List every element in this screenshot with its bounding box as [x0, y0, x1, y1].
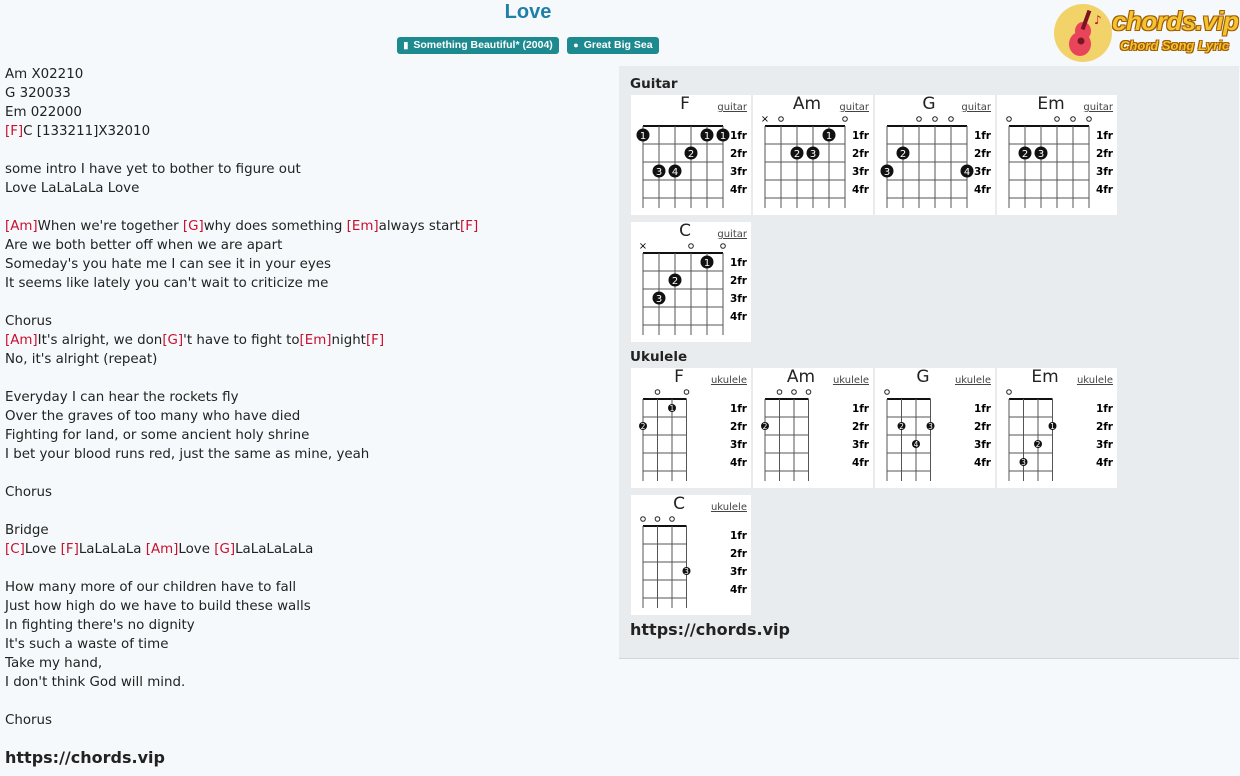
- svg-text:1fr: 1fr: [973, 130, 991, 142]
- lyric-text: Over the graves of too many who have died: [5, 409, 301, 424]
- guitar-chord-em[interactable]: [997, 95, 1117, 215]
- svg-text:3fr: 3fr: [973, 166, 991, 178]
- svg-text:3: 3: [809, 148, 817, 160]
- svg-text:4fr: 4fr: [973, 457, 991, 469]
- instrument-link[interactable]: guitar: [961, 102, 991, 113]
- svg-text:2: 2: [1021, 148, 1029, 160]
- lyric-line: [5, 160, 605, 179]
- finger-dot: [653, 292, 666, 305]
- lyric-text: Everyday I can hear the rockets fly: [5, 390, 239, 405]
- lyric-line: [5, 236, 605, 255]
- svg-text:1fr: 1fr: [1095, 403, 1113, 415]
- chord-marker[interactable]: [Am]: [5, 219, 38, 234]
- finger-dot: [791, 147, 804, 160]
- instrument-link[interactable]: guitar: [717, 102, 747, 113]
- finger-dot: [653, 165, 666, 178]
- svg-text:3fr: 3fr: [973, 439, 991, 451]
- logo-subtext: Chord Song Lyric: [1120, 38, 1230, 53]
- svg-text:2fr: 2fr: [851, 148, 869, 160]
- lyric-line: [5, 445, 605, 464]
- lyric-line: [5, 255, 605, 274]
- lyric-line: [5, 293, 605, 312]
- lyric-text: Just how high do we have to build these walls: [5, 599, 311, 614]
- panel-url[interactable]: https://chords.vip: [630, 620, 790, 639]
- finger-dot: [961, 165, 974, 178]
- ukulele-chord-c[interactable]: [631, 495, 751, 615]
- svg-text:1fr: 1fr: [729, 530, 747, 542]
- svg-text:2fr: 2fr: [729, 548, 747, 560]
- finger-dot: [912, 440, 920, 449]
- ukulele-icon: [1054, 4, 1112, 62]
- person-icon: ●: [573, 40, 579, 50]
- lyric-text: Love: [178, 542, 215, 557]
- svg-text:1fr: 1fr: [1095, 130, 1113, 142]
- svg-text:×: ×: [760, 114, 770, 125]
- svg-text:3fr: 3fr: [851, 439, 869, 451]
- lyric-line: [5, 369, 605, 388]
- chord-name: Em: [1031, 367, 1059, 387]
- svg-text:1: 1: [1050, 421, 1055, 431]
- svg-text:1fr: 1fr: [851, 130, 869, 142]
- instrument-link[interactable]: ukulele: [832, 375, 869, 386]
- chord-marker[interactable]: [G]: [182, 219, 204, 234]
- lyric-text: C [133211]X32010: [23, 124, 151, 139]
- lyric-line: [5, 350, 605, 369]
- finger-dot: [1019, 147, 1032, 160]
- svg-text:3fr: 3fr: [729, 293, 747, 305]
- guitar-chord-am[interactable]: [753, 95, 873, 215]
- lyric-text: It's alright, we don: [37, 333, 163, 348]
- svg-text:3: 3: [928, 421, 933, 431]
- lyric-line: [5, 616, 605, 635]
- instrument-link[interactable]: ukulele: [710, 502, 747, 513]
- chord-marker[interactable]: [C]: [5, 542, 25, 557]
- svg-text:♪: ♪: [1094, 13, 1102, 27]
- chord-marker[interactable]: [F]: [365, 333, 385, 348]
- chord-marker[interactable]: [F]: [60, 542, 79, 557]
- album-badge[interactable]: [397, 37, 558, 54]
- lyric-text: why does something: [203, 219, 347, 234]
- finger-dot: [761, 422, 769, 431]
- instrument-link[interactable]: ukulele: [1076, 375, 1113, 386]
- finger-dot: [669, 274, 682, 287]
- ukulele-chord-g[interactable]: [875, 368, 995, 488]
- svg-text:1fr: 1fr: [729, 130, 747, 142]
- lyric-line: [5, 559, 605, 578]
- svg-text:2fr: 2fr: [973, 148, 991, 160]
- guitar-chord-c[interactable]: [631, 222, 751, 342]
- svg-text:2: 2: [687, 148, 695, 160]
- chord-name: C: [679, 221, 691, 241]
- lyrics-body: [5, 65, 605, 730]
- svg-text:1: 1: [825, 130, 833, 142]
- svg-text:4fr: 4fr: [1095, 184, 1113, 196]
- lyric-line: [5, 141, 605, 160]
- lyric-line: [5, 692, 605, 711]
- lyric-line: [5, 312, 605, 331]
- svg-text:2: 2: [793, 148, 801, 160]
- svg-text:1: 1: [639, 130, 647, 142]
- svg-text:3fr: 3fr: [1095, 439, 1113, 451]
- lyric-line: [5, 597, 605, 616]
- guitar-section-title: Guitar: [630, 76, 678, 92]
- lyric-text: How many more of our children have to fall: [5, 580, 297, 595]
- svg-text:×: ×: [638, 241, 648, 252]
- lyric-line: [5, 407, 605, 426]
- finger-dot: [668, 404, 676, 413]
- song-title: Love: [504, 1, 552, 23]
- artist-badge[interactable]: [567, 37, 658, 54]
- svg-text:2fr: 2fr: [729, 148, 747, 160]
- lyric-text: In fighting there's no dignity: [5, 618, 195, 633]
- lyric-line: [5, 635, 605, 654]
- svg-text:2fr: 2fr: [1095, 421, 1113, 433]
- svg-text:4: 4: [963, 166, 971, 178]
- chord-name: Em: [1037, 94, 1065, 114]
- lyric-line: [5, 464, 605, 483]
- svg-text:3: 3: [883, 166, 891, 178]
- svg-text:4fr: 4fr: [851, 184, 869, 196]
- lyric-text: Take my hand,: [5, 656, 103, 671]
- instrument-link[interactable]: ukulele: [954, 375, 991, 386]
- chord-marker[interactable]: [Am]: [5, 333, 38, 348]
- finger-dot: [1049, 422, 1057, 431]
- svg-text:3: 3: [1037, 148, 1045, 160]
- finger-dot: [639, 422, 647, 431]
- svg-text:4: 4: [671, 166, 679, 178]
- chord-marker[interactable]: [Em]: [299, 333, 332, 348]
- svg-text:3fr: 3fr: [729, 166, 747, 178]
- lyric-line: [5, 502, 605, 521]
- svg-text:1fr: 1fr: [973, 403, 991, 415]
- finger-dot: [683, 567, 691, 576]
- svg-text:2fr: 2fr: [1095, 148, 1113, 160]
- svg-text:4fr: 4fr: [729, 584, 747, 596]
- svg-text:4fr: 4fr: [729, 457, 747, 469]
- lyric-text: Em 022000: [5, 105, 82, 120]
- chord-name: G: [916, 367, 930, 387]
- lyric-text: I don't think God will mind.: [5, 675, 186, 690]
- svg-text:4fr: 4fr: [729, 184, 747, 196]
- svg-text:2fr: 2fr: [729, 421, 747, 433]
- instrument-link[interactable]: ukulele: [710, 375, 747, 386]
- finger-dot: [701, 129, 714, 142]
- svg-text:1fr: 1fr: [729, 257, 747, 269]
- svg-text:4: 4: [913, 439, 919, 449]
- lyric-text: some intro I have yet to bother to figure out: [5, 162, 301, 177]
- finger-dot: [823, 129, 836, 142]
- ukulele-section-title: Ukulele: [630, 349, 688, 365]
- lyric-line: [5, 103, 605, 122]
- book-icon: ▮: [403, 40, 409, 50]
- finger-dot: [1020, 458, 1028, 467]
- chord-name: F: [674, 367, 684, 387]
- chord-marker[interactable]: [F]: [5, 124, 24, 139]
- finger-dot: [807, 147, 820, 160]
- lyric-line: [5, 331, 605, 350]
- lyric-text: No, it's alright (repeat): [5, 352, 158, 367]
- lyric-text: Bridge: [5, 523, 49, 538]
- lyric-text: Love LaLaLaLa Love: [5, 181, 140, 196]
- guitar-chord-f[interactable]: [631, 95, 751, 215]
- svg-text:2: 2: [899, 421, 904, 431]
- lyric-line: [5, 388, 605, 407]
- svg-text:1: 1: [719, 130, 727, 142]
- svg-text:3: 3: [655, 166, 663, 178]
- finger-dot: [927, 422, 935, 431]
- lyric-text: Am X02210: [5, 67, 84, 82]
- lyric-text: 't have to fight to: [183, 333, 300, 348]
- lyric-line: [5, 673, 605, 692]
- svg-text:3fr: 3fr: [851, 166, 869, 178]
- ukulele-chord-am[interactable]: [753, 368, 873, 488]
- chord-marker[interactable]: [Em]: [346, 219, 379, 234]
- svg-text:3: 3: [684, 566, 689, 576]
- logo-text: chords.vip: [1112, 6, 1239, 36]
- lyric-line: [5, 426, 605, 445]
- lyric-text: always start: [378, 219, 461, 234]
- finger-dot: [669, 165, 682, 178]
- lyric-line: [5, 217, 605, 236]
- lyric-line: [5, 198, 605, 217]
- lyric-text: I bet your blood runs red, just the same as mine, yeah: [5, 447, 370, 462]
- svg-text:1: 1: [703, 130, 711, 142]
- svg-text:4fr: 4fr: [973, 184, 991, 196]
- svg-text:1fr: 1fr: [729, 403, 747, 415]
- svg-text:3fr: 3fr: [1095, 166, 1113, 178]
- svg-text:2: 2: [640, 421, 646, 431]
- lyric-line: [5, 122, 605, 141]
- ukulele-chord-f[interactable]: [631, 368, 751, 488]
- lyric-line: [5, 274, 605, 293]
- instrument-link[interactable]: guitar: [717, 229, 747, 240]
- chord-name: Am: [786, 367, 816, 387]
- svg-text:1: 1: [703, 257, 711, 269]
- svg-text:2: 2: [1035, 439, 1041, 449]
- lyric-text: Fighting for land, or some ancient holy shrine: [5, 428, 310, 443]
- lyric-line: [5, 578, 605, 597]
- svg-text:1: 1: [669, 403, 675, 413]
- instrument-link[interactable]: guitar: [1083, 102, 1113, 113]
- instrument-link[interactable]: guitar: [839, 102, 869, 113]
- lyric-text: When we're together: [37, 219, 183, 234]
- chord-marker[interactable]: [Am]: [145, 542, 179, 557]
- svg-text:3: 3: [655, 293, 663, 305]
- finger-dot: [717, 129, 730, 142]
- lyric-line: [5, 483, 605, 502]
- lyric-text: LaLaLaLaLa: [235, 542, 314, 557]
- lyric-line: [5, 711, 605, 730]
- finger-dot: [685, 147, 698, 160]
- svg-text:4fr: 4fr: [729, 311, 747, 323]
- svg-text:1fr: 1fr: [851, 403, 869, 415]
- chord-diagrams-panel: [619, 66, 1239, 659]
- footer-url[interactable]: https://chords.vip: [5, 748, 165, 767]
- svg-text:2fr: 2fr: [973, 421, 991, 433]
- finger-dot: [701, 256, 714, 269]
- lyric-text: It seems like lately you can't wait to criticize me: [5, 276, 329, 291]
- song-badges: [0, 35, 1056, 54]
- finger-dot: [637, 129, 650, 142]
- chord-name: C: [673, 494, 685, 514]
- lyric-text: Chorus: [5, 314, 52, 329]
- lyric-text: Someday's you hate me I can see it in your eyes: [5, 257, 332, 272]
- svg-text:2: 2: [671, 275, 679, 287]
- guitar-chord-g[interactable]: [875, 95, 995, 215]
- finger-dot: [1035, 147, 1048, 160]
- svg-text:2: 2: [762, 421, 768, 431]
- album-badge-label: Something Beautiful* (2004): [413, 39, 553, 51]
- lyric-line: [5, 521, 605, 540]
- ukulele-chord-em[interactable]: [997, 368, 1117, 488]
- lyric-text: G 320033: [5, 86, 71, 101]
- finger-dot: [897, 147, 910, 160]
- lyric-text: night: [331, 333, 366, 348]
- artist-badge-label: Great Big Sea: [583, 39, 653, 51]
- chord-marker[interactable]: [G]: [162, 333, 184, 348]
- lyric-text: It's such a waste of time: [5, 637, 169, 652]
- lyric-text: Are we both better off when we are apart: [5, 238, 283, 253]
- chord-name: G: [922, 94, 936, 114]
- lyric-line: [5, 84, 605, 103]
- site-logo[interactable]: [1054, 2, 1239, 62]
- svg-text:2fr: 2fr: [851, 421, 869, 433]
- svg-text:3fr: 3fr: [729, 439, 747, 451]
- svg-text:4fr: 4fr: [851, 457, 869, 469]
- chord-name: Am: [792, 94, 822, 114]
- chord-marker[interactable]: [G]: [214, 542, 236, 557]
- svg-text:3fr: 3fr: [729, 566, 747, 578]
- finger-dot: [898, 422, 906, 431]
- finger-dot: [881, 165, 894, 178]
- chord-name: F: [680, 94, 690, 114]
- svg-text:4fr: 4fr: [1095, 457, 1113, 469]
- lyric-text: Love: [24, 542, 61, 557]
- lyric-line: [5, 540, 605, 559]
- svg-text:2fr: 2fr: [729, 275, 747, 287]
- lyric-text: LaLaLaLa: [78, 542, 146, 557]
- lyric-line: [5, 65, 605, 84]
- lyric-text: Chorus: [5, 713, 52, 728]
- lyric-line: [5, 179, 605, 198]
- finger-dot: [1034, 440, 1042, 449]
- svg-text:3: 3: [1021, 457, 1026, 467]
- lyric-line: [5, 654, 605, 673]
- chord-marker[interactable]: [F]: [460, 219, 479, 234]
- svg-text:2: 2: [899, 148, 907, 160]
- lyric-text: Chorus: [5, 485, 52, 500]
